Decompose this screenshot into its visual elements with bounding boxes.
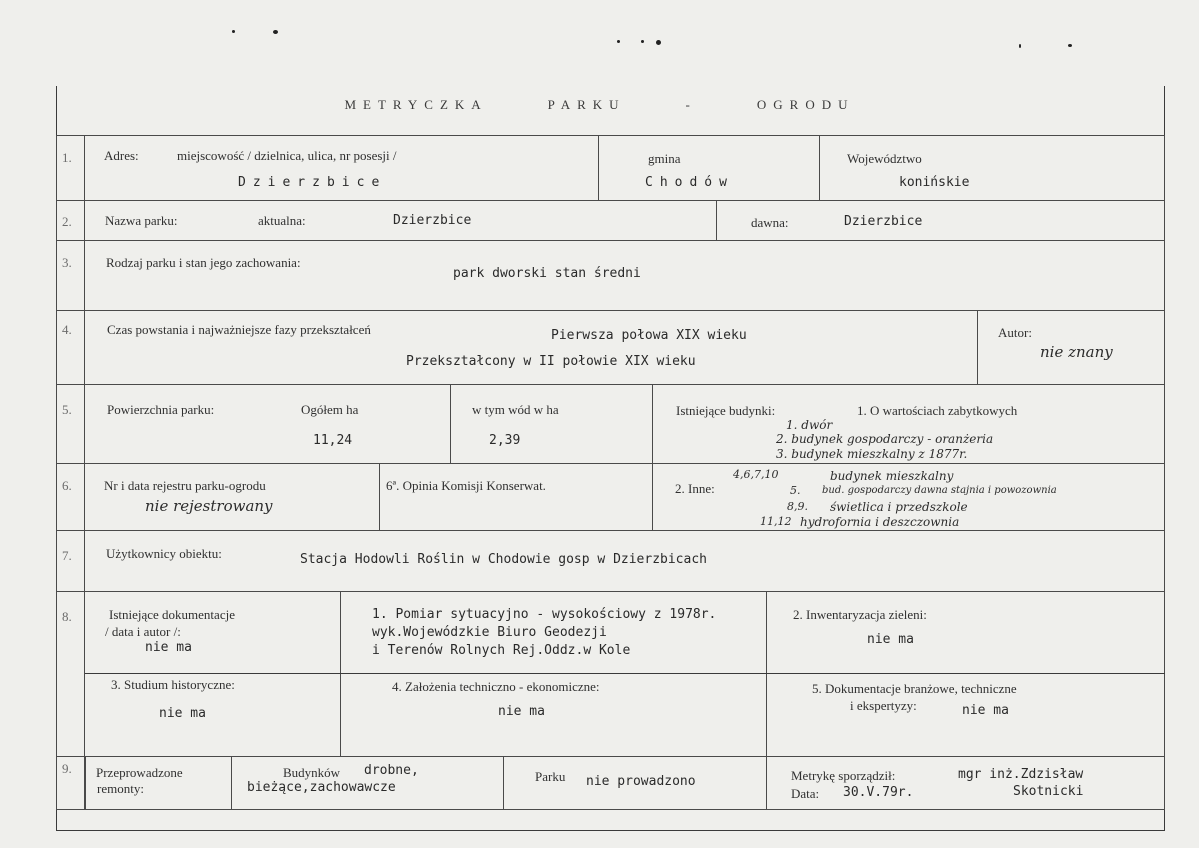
budynki-item: 3. budynek mieszkalny z 1877r. bbox=[776, 447, 968, 461]
gmina-value: Chodów bbox=[645, 175, 734, 190]
wojewodztwo-value: konińskie bbox=[899, 175, 970, 190]
parku-label: Parku bbox=[535, 769, 566, 784]
dawna-value: Dzierzbice bbox=[844, 214, 923, 229]
inne-item-text: budynek mieszkalny bbox=[830, 469, 954, 483]
row-number: 9. bbox=[62, 761, 72, 776]
budynkow-value: drobne, bbox=[364, 763, 419, 778]
title-word: PARKU bbox=[547, 97, 626, 112]
dawna-label: dawna: bbox=[751, 215, 789, 230]
row-1-number-cell bbox=[56, 135, 85, 201]
ogolem-value: 11,24 bbox=[313, 433, 353, 448]
wod-label: w tym wód w ha bbox=[472, 402, 559, 417]
budynki-label: Istniejące budynki: bbox=[676, 403, 776, 418]
adres-sublabel: miejscowość / dzielnica, ulica, nr posesji / bbox=[177, 148, 397, 163]
dok-branzowe-value: nie ma bbox=[962, 703, 1009, 718]
ogolem-label: Ogółem ha bbox=[301, 402, 359, 417]
rodzaj-parku-value: park dworski stan średni bbox=[453, 266, 641, 281]
pomiar-line-2: wyk.Wojewódzkie Biuro Geodezji bbox=[372, 625, 607, 640]
powierzchnia-label: Powierzchnia parku: bbox=[107, 402, 215, 417]
scan-speck bbox=[1019, 44, 1021, 48]
row-number: 5. bbox=[62, 402, 72, 417]
rejestr-value: nie rejestrowany bbox=[145, 497, 273, 515]
pomiar-line-1: 1. Pomiar sytuacyjno - wysokościowy z 1978r. bbox=[372, 607, 717, 622]
uzytkownicy-label: Użytkownicy obiektu: bbox=[106, 546, 222, 561]
inne-item-nums: 4,6,7,10 bbox=[733, 468, 779, 481]
dokumentacje-sublabel: / data i autor /: bbox=[105, 624, 181, 639]
frame-bottom-line bbox=[56, 830, 1165, 831]
scan-speck bbox=[273, 30, 278, 34]
opinia-label: 6ª. Opinia Komisji Konserwat. bbox=[386, 478, 546, 493]
nazwa-parku-label: Nazwa parku: bbox=[105, 213, 178, 228]
budynki-item: 2. budynek gospodarczy - oranżeria bbox=[776, 432, 994, 446]
inwentaryzacja-value: nie ma bbox=[867, 632, 914, 647]
row-number: 3. bbox=[62, 255, 72, 270]
dok-branzowe-sublabel: i ekspertyzy: bbox=[850, 698, 917, 713]
scan-speck bbox=[656, 40, 661, 45]
gmina-cell bbox=[598, 135, 820, 201]
metryka-label: Metrykę sporządził: bbox=[791, 768, 896, 783]
wod-value: 2,39 bbox=[489, 433, 521, 448]
budynkow-label: Budynków bbox=[283, 765, 341, 780]
aktualna-value: Dzierzbice bbox=[393, 213, 472, 228]
dokumentacje-value: nie ma bbox=[145, 640, 192, 655]
form-title bbox=[0, 97, 1199, 113]
wojewodztwo-label: Województwo bbox=[847, 151, 922, 166]
scan-speck bbox=[1068, 44, 1072, 47]
rodzaj-parku-label: Rodzaj parku i stan jego zachowania: bbox=[106, 255, 301, 270]
inne-item-text: hydrofornia i deszczownia bbox=[800, 515, 960, 529]
remonty-label: Przeprowadzone bbox=[96, 765, 183, 780]
metryka-value-2: Skotnicki bbox=[1013, 784, 1084, 799]
wod-cell bbox=[450, 384, 653, 464]
row-number: 8. bbox=[62, 609, 72, 624]
zalozenia-label: 4. Założenia techniczno - ekonomiczne: bbox=[392, 679, 600, 694]
inne-item-text: bud. gospodarczy dawna stajnia i powozownia bbox=[822, 485, 1057, 496]
gmina-label: gmina bbox=[648, 151, 681, 166]
autor-label: Autor: bbox=[998, 325, 1032, 340]
zalozenia-value: nie ma bbox=[498, 704, 545, 719]
studium-label: 3. Studium historyczne: bbox=[111, 677, 235, 692]
czas-powstania-value-1: Pierwsza połowa XIX wieku bbox=[551, 328, 747, 343]
parku-value: nie prowadzono bbox=[586, 774, 696, 789]
budynkow-value-2: bieżące,zachowawcze bbox=[247, 780, 396, 795]
adres-label: Adres: bbox=[104, 148, 139, 163]
budynki-sublabel: 1. O wartościach zabytkowych bbox=[857, 403, 1018, 418]
row-number: 4. bbox=[62, 322, 72, 337]
aktualna-label: aktualna: bbox=[258, 213, 306, 228]
studium-value: nie ma bbox=[159, 706, 206, 721]
data-value: 30.V.79r. bbox=[843, 785, 914, 800]
scan-speck bbox=[617, 40, 620, 43]
title-dash: - bbox=[685, 97, 697, 112]
row-6-number-cell bbox=[56, 463, 85, 531]
pomiar-line-3: i Terenów Rolnych Rej.Oddz.w Kole bbox=[372, 643, 631, 658]
autor-value: nie znany bbox=[1040, 343, 1113, 361]
inne-item-nums: 11,12 bbox=[760, 515, 792, 528]
dok-branzowe-label: 5. Dokumentacje branżowe, techniczne bbox=[812, 681, 1017, 696]
inwentaryzacja-label: 2. Inwentaryzacja zieleni: bbox=[793, 607, 927, 622]
uzytkownicy-value: Stacja Hodowli Roślin w Chodowie gosp w Dzierzbicach bbox=[300, 552, 707, 567]
row-3-number-cell bbox=[56, 240, 85, 311]
rejestr-label: Nr i data rejestru parku-ogrodu bbox=[104, 478, 266, 493]
adres-value: Dzierzbice bbox=[238, 175, 387, 190]
data-label: Data: bbox=[791, 786, 820, 801]
czas-powstania-value-2: Przekształcony w II połowie XIX wieku bbox=[406, 354, 696, 369]
opinia-cell bbox=[379, 463, 653, 531]
inne-item-text: świetlica i przedszkole bbox=[830, 500, 968, 514]
inne-item-nums: 5. bbox=[790, 484, 801, 497]
row-number: 2. bbox=[62, 214, 72, 229]
budynki-item: 1. dwór bbox=[786, 418, 833, 432]
title-word: METRYCZKA bbox=[344, 97, 488, 112]
remonty-sublabel: remonty: bbox=[97, 781, 144, 796]
inne-item-nums: 8,9. bbox=[787, 500, 808, 513]
scan-speck bbox=[641, 40, 644, 43]
scan-speck bbox=[232, 30, 235, 33]
title-word: OGRODU bbox=[756, 97, 855, 112]
row-5-number-cell bbox=[56, 384, 85, 464]
row-number: 6. bbox=[62, 478, 72, 493]
row-8-divider bbox=[85, 673, 1165, 674]
row-number: 1. bbox=[62, 150, 72, 165]
metryka-value: mgr inż.Zdzisław bbox=[958, 767, 1084, 782]
czas-powstania-label: Czas powstania i najważniejsze fazy przekształceń bbox=[107, 322, 371, 337]
dokumentacje-label: Istniejące dokumentacje bbox=[109, 607, 235, 622]
row-number: 7. bbox=[62, 548, 72, 563]
inne-label: 2. Inne: bbox=[675, 481, 715, 496]
